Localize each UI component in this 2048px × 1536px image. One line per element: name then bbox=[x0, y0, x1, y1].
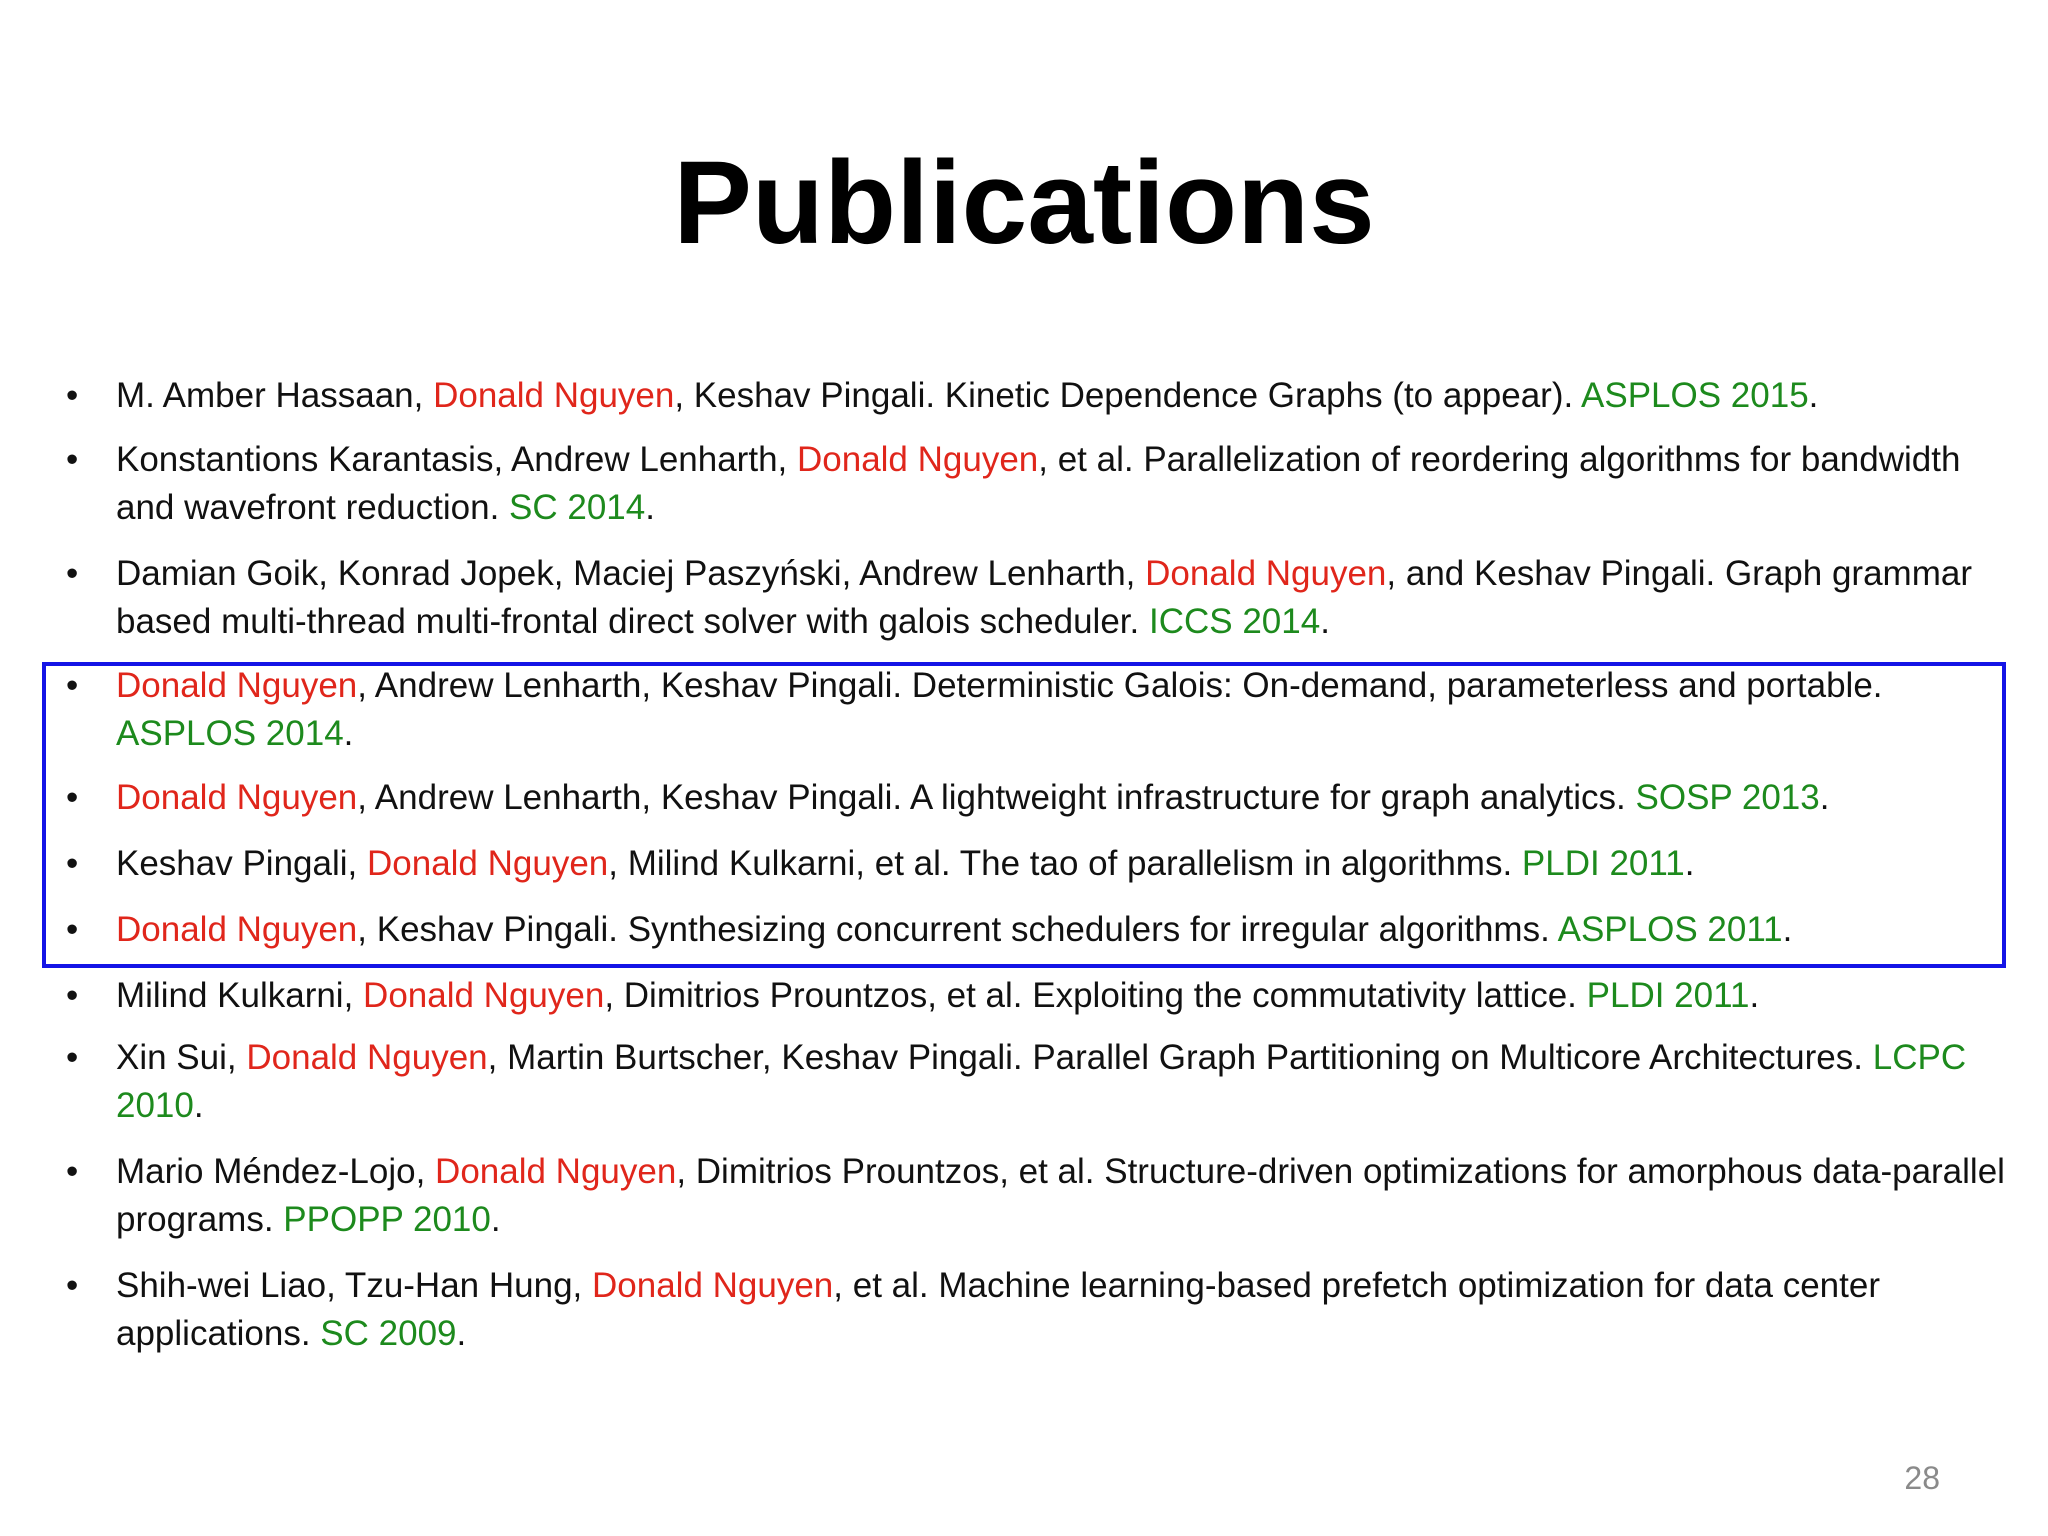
publication-details: , Keshav Pingali. Kinetic Dependence Graphs (to appear). bbox=[674, 376, 1582, 415]
publication-authors-before: Konstantions Karantasis, Andrew Lenharth, bbox=[116, 440, 797, 479]
highlighted-author: Donald Nguyen bbox=[366, 844, 609, 883]
publication-end: . bbox=[1808, 376, 1819, 415]
publication-details: , et al. Parallelization of reordering algorithms for bandwidth and wavefront reduction. bbox=[116, 440, 1961, 527]
publication-item bbox=[62, 906, 2016, 954]
publication-item bbox=[62, 840, 2016, 888]
highlighted-author: Donald Nguyen bbox=[363, 976, 605, 1015]
highlighted-author: Donald Nguyen bbox=[1145, 554, 1387, 593]
publication-end: . bbox=[1782, 910, 1793, 949]
publication-end: . bbox=[1749, 976, 1760, 1015]
page-number: 28 bbox=[1904, 1460, 1940, 1496]
bullet-icon: • bbox=[66, 440, 79, 479]
publication-authors-before: Keshav Pingali, bbox=[116, 844, 367, 883]
publication-venue: SOSP 2013 bbox=[1635, 778, 1820, 817]
highlighted-author: Donald Nguyen bbox=[435, 1152, 677, 1191]
highlighted-author: Donald Nguyen bbox=[116, 666, 358, 705]
bullet-icon: • bbox=[66, 666, 79, 705]
slide-title: Publications bbox=[673, 137, 1375, 269]
publication-details: , Keshav Pingali. Synthesizing concurrent schedulers for irregular algorithms. bbox=[357, 910, 1558, 949]
highlighted-author: Donald Nguyen bbox=[246, 1038, 488, 1077]
bullet-icon: • bbox=[66, 910, 79, 949]
highlighted-author: Donald Nguyen bbox=[116, 778, 358, 817]
publication-authors-before: Xin Sui, bbox=[116, 1038, 247, 1077]
publication-end: . bbox=[1684, 844, 1695, 883]
bullet-icon: • bbox=[66, 976, 79, 1015]
publication-item bbox=[62, 550, 2016, 646]
publication-venue: SC 2014 bbox=[509, 488, 646, 527]
publication-details: , Andrew Lenharth, Keshav Pingali. Deterministic Galois: On-demand, parameterless and portable. bbox=[357, 666, 1883, 705]
bullet-icon: • bbox=[66, 376, 79, 415]
highlighted-author: Donald Nguyen bbox=[116, 910, 358, 949]
publication-authors-before: M. Amber Hassaan, bbox=[116, 376, 434, 415]
publication-authors-before: Mario Méndez-Lojo, bbox=[116, 1152, 436, 1191]
publication-item bbox=[62, 1262, 2016, 1358]
publication-end: . bbox=[645, 488, 655, 527]
publication-details: , Milind Kulkarni, et al. The tao of parallelism in algorithms. bbox=[608, 844, 1522, 883]
publication-item bbox=[62, 1034, 2016, 1130]
publication-details: , Dimitrios Prountzos, et al. Exploiting the commutativity lattice. bbox=[604, 976, 1587, 1015]
highlighted-author: Donald Nguyen bbox=[433, 376, 675, 415]
publication-authors-before: Shih-wei Liao, Tzu-Han Hung, bbox=[116, 1266, 592, 1305]
publication-venue: ASPLOS 2011 bbox=[1557, 910, 1783, 949]
publication-venue: PLDI 2011 bbox=[1521, 844, 1685, 883]
bullet-icon: • bbox=[66, 1152, 79, 1191]
bullet-icon: • bbox=[66, 554, 79, 593]
publication-item bbox=[62, 662, 2016, 758]
highlighted-author: Donald Nguyen bbox=[796, 440, 1039, 479]
publication-venue: LCPC 2010 bbox=[116, 1038, 1967, 1125]
publication-venue: ASPLOS 2014 bbox=[116, 714, 344, 753]
bullet-icon: • bbox=[66, 1266, 79, 1305]
publication-details: , Andrew Lenharth, Keshav Pingali. A lightweight infrastructure for graph analytics. bbox=[357, 778, 1636, 817]
publication-venue: PLDI 2011 bbox=[1586, 976, 1750, 1015]
publication-details: , and Keshav Pingali. Graph grammar based multi-thread multi-frontal direct solver with galois scheduler. bbox=[116, 554, 1972, 641]
publication-venue: PPOPP 2010 bbox=[283, 1200, 491, 1239]
highlighted-author: Donald Nguyen bbox=[592, 1266, 834, 1305]
publication-details: , Martin Burtscher, Keshav Pingali. Parallel Graph Partitioning on Multicore Architectures. bbox=[487, 1038, 1873, 1077]
publication-authors-before: Damian Goik, Konrad Jopek, Maciej Paszyński, Andrew Lenharth, bbox=[116, 554, 1146, 593]
publication-end: . bbox=[193, 1086, 204, 1125]
publication-list bbox=[62, 372, 2005, 1358]
publication-venue: ASPLOS 2015 bbox=[1581, 376, 1809, 415]
publication-end: . bbox=[1819, 778, 1830, 817]
publication-venue: SC 2009 bbox=[320, 1314, 457, 1353]
publication-item bbox=[62, 1148, 2016, 1244]
bullet-icon: • bbox=[66, 1038, 79, 1077]
publication-authors-before: Milind Kulkarni, bbox=[116, 976, 364, 1015]
publication-end: . bbox=[343, 714, 354, 753]
publication-item bbox=[62, 436, 2016, 532]
publication-item bbox=[62, 372, 2016, 420]
publication-end: . bbox=[1320, 602, 1330, 641]
publication-item bbox=[62, 774, 2016, 822]
publication-end: . bbox=[490, 1200, 501, 1239]
publication-venue: ICCS 2014 bbox=[1148, 602, 1321, 641]
bullet-icon: • bbox=[66, 844, 79, 883]
publication-details: , Dimitrios Prountzos, et al. Structure-driven optimizations for amorphous data-parallel programs. bbox=[116, 1152, 2005, 1239]
publication-item bbox=[62, 972, 2016, 1020]
publication-end: . bbox=[456, 1314, 467, 1353]
publication-details: , et al. Machine learning-based prefetch optimization for data center applications. bbox=[116, 1266, 1880, 1353]
bullet-icon: • bbox=[66, 778, 79, 817]
